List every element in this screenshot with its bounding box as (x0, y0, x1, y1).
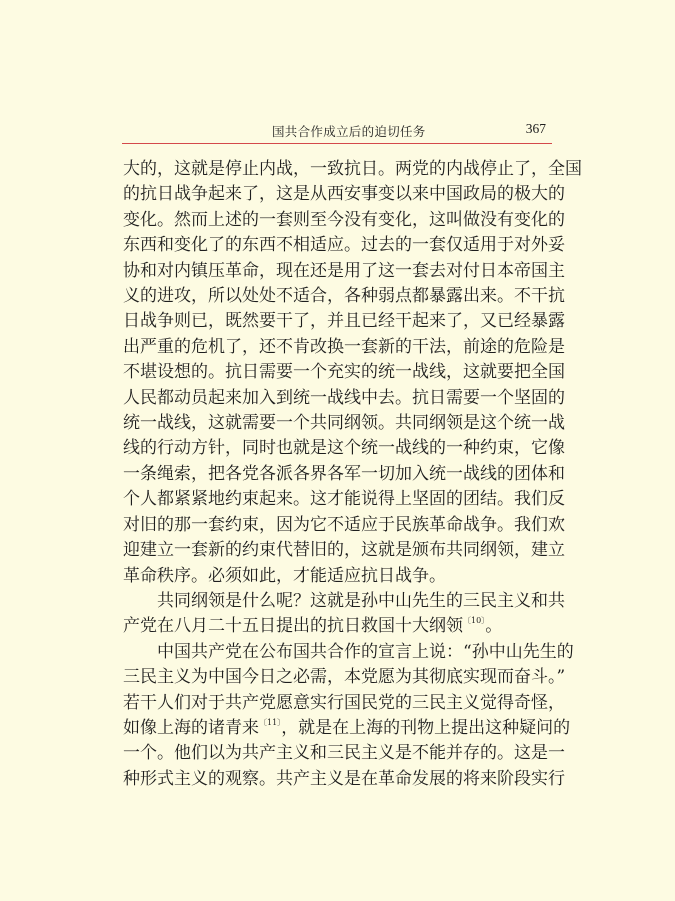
text-line: 大的，这就是停止内战，一致抗日。两党的内战停止了，全国 (123, 159, 582, 179)
page-number: 367 (525, 121, 546, 136)
text-run: 产党在八月二十五日提出的抗日救国十大纲领 (123, 616, 463, 637)
text-line: 不堪设想的。抗日需要一个充实的统一战线，这就要把全国 (123, 362, 565, 383)
text-line: 若干人们对于共产党愿意实行国民党的三民主义觉得奇怪， (123, 692, 565, 713)
text-line: 一条绳索，把各党各派各界各军一切加入统一战线的团体和 (123, 463, 565, 484)
text-line: 迎建立一套新的约束代替旧的，这就是颁布共同纲领，建立 (123, 540, 565, 561)
text-line: 共同纲领是什么呢？这就是孙中山先生的三民主义和共 (157, 590, 565, 611)
text-run: ，就是在上海的刊物上提出这种疑问的 (281, 717, 571, 738)
text-line: 东西和变化了的东西不相适应。过去的一套仅适用于对外妥 (123, 235, 565, 256)
paragraph-2 (123, 589, 565, 640)
text-line: 日战争则已，既然要干了，并且已经干起来了，又已经暴露 (123, 311, 565, 332)
text-line: 义的进攻，所以处处不适合，各种弱点都暴露出来。不干抗 (123, 286, 565, 307)
text-line: 出严重的危机了，还不肯改换一套新的干法，前途的危险是 (123, 336, 565, 357)
text-line: 线的行动方针，同时也就是这个统一战线的一种约束，它像 (123, 438, 565, 459)
text-line (123, 716, 571, 741)
text-line: 三民主义为中国今日之必需，本党愿为其彻底实现而奋斗。” (123, 667, 566, 688)
text-run: 。 (485, 616, 503, 637)
text-line: 种形式主义的观察。共产主义是在革命发展的将来阶段实行 (123, 768, 565, 789)
text-line: 个人都紧紧地约束起来。这才能说得上坚固的团结。我们反 (123, 489, 565, 510)
paragraph-1 (123, 157, 582, 589)
text-line: 对旧的那一套约束，因为它不适应于民族革命战争。我们欢 (123, 514, 565, 535)
text-line: 的抗日战争起来了，这是从西安事变以来中国政局的极大的 (123, 184, 565, 205)
body-text (123, 157, 582, 792)
text-line: 协和对内镇压革命，现在还是用了这一套去对付日本帝国主 (123, 260, 565, 281)
header-rule (122, 143, 552, 144)
text-line: 统一战线，这就需要一个共同纲领。共同纲领是这个统一战 (123, 413, 565, 434)
text-line: 变化。然而上述的一套则至今没有变化，这叫做没有变化的 (123, 209, 565, 230)
text-line: 人民都动员起来加入到统一战线中去。抗日需要一个坚固的 (123, 387, 565, 408)
running-title: 国共合作成立后的迫切任务 (272, 124, 426, 139)
text-line: 中国共产党在公布国共合作的宣言上说：“孙中山先生的 (157, 641, 574, 662)
footnote-marker[interactable]: 〔10〕 (463, 616, 486, 626)
text-line: 革命秩序。必须如此，才能适应抗日战争。 (123, 565, 446, 586)
text-line: 一个。他们以为共产主义和三民主义是不能并存的。这是一 (123, 743, 565, 764)
footnote-marker[interactable]: 〔11〕 (259, 717, 282, 727)
paragraph-3 (123, 640, 574, 792)
text-run: 如像上海的诸青来 (123, 717, 259, 738)
page-header (122, 118, 552, 144)
text-line (123, 614, 561, 639)
